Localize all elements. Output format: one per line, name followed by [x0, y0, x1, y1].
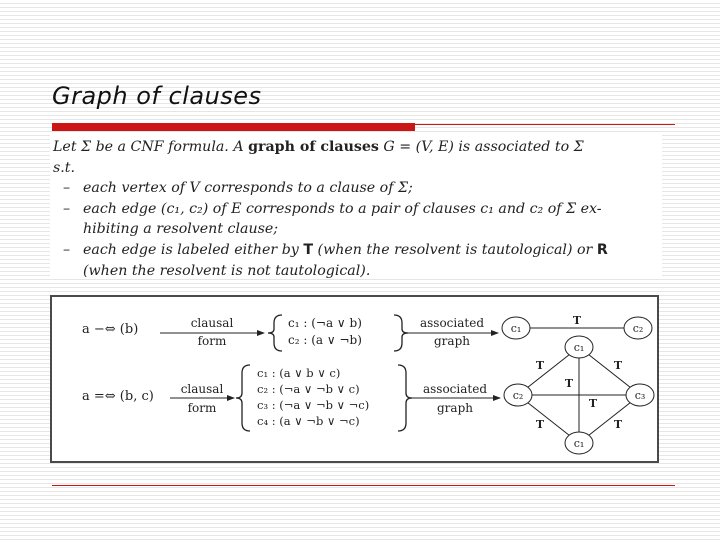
row2-right-brace	[398, 365, 412, 431]
row2-node-left-label: c₂	[512, 389, 524, 402]
item-continuation: (when the resolvent is not tautological).	[83, 262, 371, 279]
row2-node-top-label: c₁	[573, 341, 585, 354]
row2-node-bottom-label: c₁	[573, 437, 585, 450]
intro-st: s.t.	[53, 159, 76, 176]
definition-box	[50, 134, 662, 279]
row2-arrow2-top-label: associated	[422, 382, 488, 396]
definition-item-edge	[53, 199, 658, 220]
row2-edge-label-top-left: T	[535, 359, 545, 372]
row1-clause-2: c₂ : (a ∨ ¬b)	[288, 333, 362, 347]
row2-arrow-bottom-label: form	[187, 401, 217, 415]
definition-item-vertex	[53, 178, 658, 199]
item-continuation: hibiting a resolvent clause;	[83, 221, 279, 238]
clause-graph-figure	[52, 297, 657, 461]
definition-item-label	[53, 240, 658, 261]
item-text-a: each edge is labeled either by	[83, 241, 299, 258]
intro-text-b: G = (V, E) is associated to Σ	[383, 139, 584, 155]
title-accent-bar	[52, 123, 415, 131]
bottom-rule	[52, 485, 675, 486]
row1-node-c2-label: c₂	[632, 322, 644, 335]
bullet-dash: –	[63, 180, 71, 197]
row2-clause-2: c₂ : (¬a ∨ ¬b ∨ c)	[257, 382, 360, 396]
row1-node-c1-label: c₁	[510, 322, 522, 335]
title-underline	[415, 124, 675, 125]
item-text-b: (when the resolvent is tautological) or	[317, 241, 593, 258]
item-text: each edge (c₁, c₂) of E corresponds to a pair of clauses c₁ and c₂ of Σ ex-	[83, 200, 602, 217]
row2-arrow-top-label: clausal	[180, 382, 224, 396]
bullet-dash: –	[63, 200, 71, 217]
row1-formula: a −⇔ (b)	[82, 322, 139, 337]
figure-box	[50, 295, 659, 463]
row2-edge-label-bottom-right: T	[613, 418, 623, 431]
row1-arrow2-top-label: associated	[419, 316, 485, 330]
row2-edge-label-vertical: T	[564, 377, 574, 390]
row1-edge-label: T	[572, 314, 582, 327]
row1-arrow-top-label: clausal	[190, 316, 234, 330]
definition-intro	[53, 137, 658, 158]
row2-edge-label-bottom-left: T	[535, 418, 545, 431]
row2-node-right-label: c₃	[634, 389, 646, 402]
row1-left-brace	[268, 315, 282, 351]
row1-arrow2-bottom-label: graph	[434, 334, 470, 348]
resolvent-symbol: R	[596, 241, 608, 258]
intro-term: graph of clauses	[248, 139, 379, 155]
row2-arrow2-bottom-label: graph	[437, 401, 473, 415]
row2-edge-label-top-right: T	[613, 359, 623, 372]
row2-formula: a =⇔ (b, c)	[82, 389, 154, 404]
row1-clause-1: c₁ : (¬a ∨ b)	[288, 316, 362, 330]
item-text: each vertex of V corresponds to a clause of Σ;	[83, 180, 413, 197]
tautological-symbol: T	[303, 241, 314, 258]
row2-clause-1: c₁ : (a ∨ b ∨ c)	[257, 366, 341, 380]
row2-clause-4: c₄ : (a ∨ ¬b ∨ ¬c)	[257, 414, 360, 428]
row1-arrow-bottom-label: form	[197, 334, 227, 348]
row2-clause-3: c₃ : (¬a ∨ ¬b ∨ ¬c)	[257, 398, 370, 412]
bullet-dash: –	[63, 241, 71, 258]
slide-title: Graph of clauses	[52, 82, 262, 110]
row2-edge-label-horizontal: T	[588, 397, 598, 410]
intro-text-a: Let Σ be a CNF formula. A	[53, 139, 244, 155]
row2-left-brace	[236, 365, 250, 431]
